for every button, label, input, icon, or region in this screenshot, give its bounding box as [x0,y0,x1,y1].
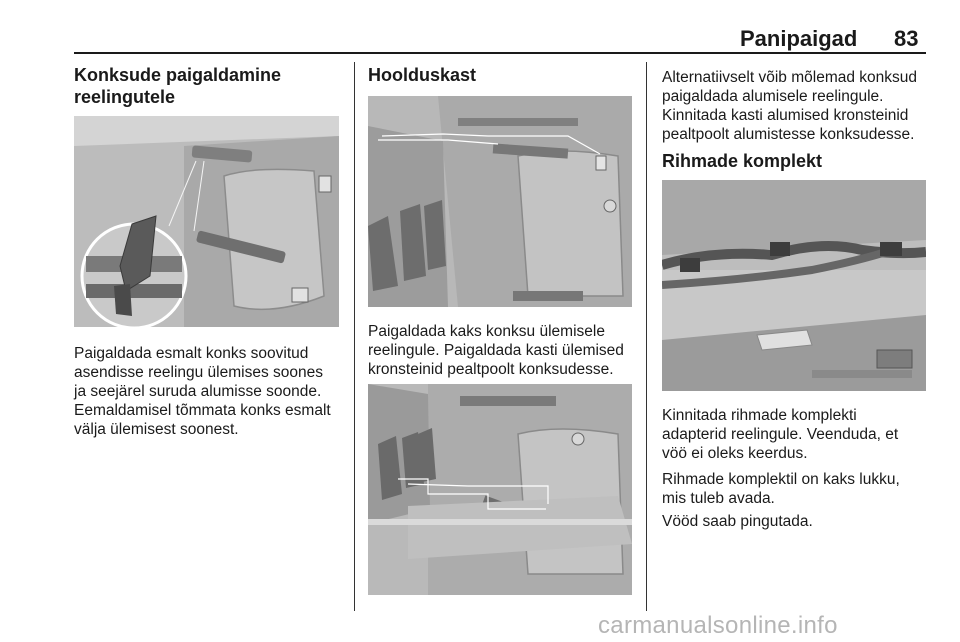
text-line: paigaldada alumisele reelingule. [662,88,884,105]
text-line: adapterid reelingule. Veenduda, et [662,426,899,443]
heading-line: reelingutele [74,87,176,107]
text-line: ja seejärel suruda alumisse soonde. [74,383,322,400]
text-line: Kinnitada rihmade komplekti [662,407,857,424]
column-divider-1 [354,62,355,611]
text-line: pealtpoolt alumistesse konksudesse. [662,126,915,143]
text-line: reelingule. Paigaldada kasti ülemised [368,342,624,359]
text-line: välja ülemisest soonest. [74,421,239,438]
column-divider-2 [646,62,647,611]
text-line: mis tuleb avada. [662,490,775,507]
paragraph-service-box-upper [368,322,643,379]
text-line: vöö ei oleks keerdus. [662,445,808,462]
illustration-service-box-lower [368,384,632,595]
text-line: Vööd saab pingutada. [662,513,813,530]
paragraph-strap-locks [662,470,932,508]
text-line: Alternatiivselt võib mõlemad konksud [662,69,918,86]
text-line: Kinnitada kasti alumised kronsteinid [662,107,909,124]
header-rule [74,52,926,54]
text-line: kronsteinid pealtpoolt konksudesse. [368,361,614,378]
heading-hook-installation [74,64,344,108]
illustration-hook-rail [74,116,339,327]
heading-line: Konksude paigaldamine [74,65,282,85]
paragraph-strap-tighten [662,512,932,531]
paragraph-hook-instructions [74,344,349,439]
text-line: Paigaldada esmalt konks soovitud [74,345,309,362]
page-number: 83 [894,26,919,51]
section-title: Panipaigad [740,26,858,51]
illustration-strap-kit [662,180,926,391]
paragraph-strap-attach [662,406,932,463]
heading-service-box: Hoolduskast [368,65,477,85]
text-line: Eemaldamisel tõmmata konks esmalt [74,402,331,419]
heading-strap-kit: Rihmade komplekt [662,151,823,171]
text-line: Paigaldada kaks konksu ülemisele [368,323,605,340]
illustration-service-box-upper [368,96,632,307]
text-line: asendisse reelingu ülemises soones [74,364,324,381]
watermark: carmanualsonline.info [598,612,838,639]
text-line: Rihmade komplektil on kaks lukku, [662,471,900,488]
paragraph-alternative [662,68,932,144]
